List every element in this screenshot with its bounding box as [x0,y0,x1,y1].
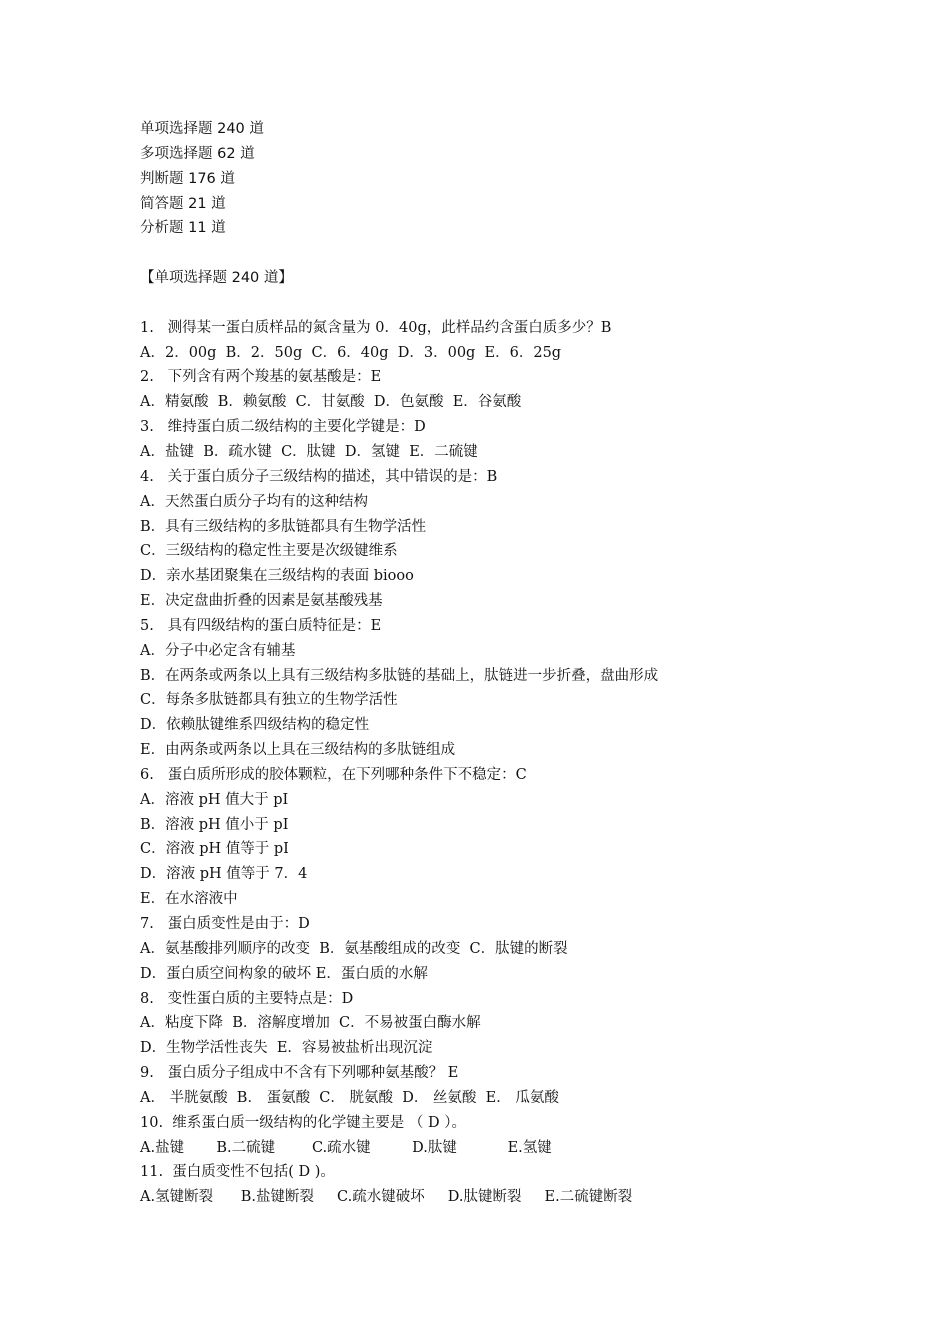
question-stem: 3. 维持蛋白质二级结构的主要化学键是：D [140,419,426,436]
answer-options: B．在两条或两条以上具有三级结构多肽链的基础上，肽链进一步折叠，盘曲形成 [140,667,659,684]
answer-options: A． 半胱氨酸 B． 蛋氨酸 C． 胱氨酸 D． 丝氨酸 E． 瓜氨酸 [140,1089,559,1106]
document-page [140,117,840,1210]
answer-options: A．粘度下降 B．溶解度增加 C．不易被蛋白酶水解 [140,1015,481,1032]
answer-options: D．溶液 pH 值等于 7．4 [140,866,308,883]
answer-options: A．天然蛋白质分子均有的这种结构 [140,493,368,510]
question-stem: 6. 蛋白质所形成的胶体颗粒，在下列哪种条件下不稳定：C [140,766,527,783]
question-count-summary [140,117,840,241]
answer-options: A．氨基酸排列顺序的改变 B．氨基酸组成的改变 C．肽键的断裂 [140,940,568,957]
question-stem: 9. 蛋白质分子组成中不含有下列哪种氨基酸？ E [140,1065,459,1082]
answer-options: A.氢键断裂 B.盐键断裂 C.疏水键破坏 D.肽键断裂 E.二硫键断裂 [140,1189,633,1206]
answer-options: A．精氨酸 B．赖氨酸 C．甘氨酸 D．色氨酸 E．谷氨酸 [140,394,522,411]
answer-options: C．溶液 pH 值等于 pI [140,841,289,858]
answer-options: C．三级结构的稳定性主要是次级键维系 [140,543,398,560]
answer-options: B．具有三级结构的多肽链都具有生物学活性 [140,518,427,535]
summary-line: 单项选择题 240 道 [140,121,264,137]
answer-options: D．蛋白质空间构象的破坏 E．蛋白质的水解 [140,965,428,982]
spacer [140,241,840,266]
question-stem: 7. 蛋白质变性是由于：D [140,916,310,932]
answer-options: C．每条多肽链都具有独立的生物学活性 [140,692,398,709]
question-stem: 5. 具有四级结构的蛋白质特征是：E [140,617,382,634]
summary-line: 判断题 176 道 [140,170,235,187]
question-stem: 1. 测得某一蛋白质样品的氮含量为 0．40g，此样品约含蛋白质多少？B [140,319,612,336]
question-stem: 2. 下列含有两个羧基的氨基酸是：E [140,369,382,386]
answer-options: A．分子中必定含有辅基 [140,642,296,659]
section-heading: 【单项选择题 240 道】 [140,270,293,287]
answer-options: A．溶液 pH 值大于 pI [140,791,289,808]
answer-options: E．由两条或两条以上具在三级结构的多肽链组成 [140,742,456,759]
question-stem: 8. 变性蛋白质的主要特点是：D [140,990,354,1007]
answer-options: E．决定盘曲折叠的因素是氨基酸残基 [140,593,383,610]
summary-line: 分析题 11 道 [140,220,226,237]
spacer [140,291,840,316]
answer-options: A．盐键 B．疏水键 C．肽键 D．氢键 E．二硫键 [140,443,478,460]
summary-line: 多项选择题 62 道 [140,145,255,162]
question-stem: 4. 关于蛋白质分子三级结构的描述，其中错误的是：B [140,468,498,485]
answer-options: B．溶液 pH 值小于 pI [140,816,289,833]
question-list [140,316,840,1210]
answer-options: D．生物学活性丧失 E．容易被盐析出现沉淀 [140,1040,433,1057]
answer-options: D．依赖肽键维系四级结构的稳定性 [140,717,370,734]
answer-options: A．2．00g B．2．50g C．6．40g D．3．00g E．6．25g [140,344,562,361]
answer-options: D．亲水基团聚集在三级结构的表面 biooo [140,568,414,585]
summary-line: 简答题 21 道 [140,195,226,212]
question-stem: 11. 蛋白质变性不包括( D )。 [140,1164,335,1181]
answer-options: E．在水溶液中 [140,891,238,908]
question-stem: 10. 维系蛋白质一级结构的化学键主要是 （ D ）。 [140,1114,466,1131]
answer-options: A.盐键 B.二硫键 C.疏水键 D.肽键 E.氢键 [140,1139,552,1156]
